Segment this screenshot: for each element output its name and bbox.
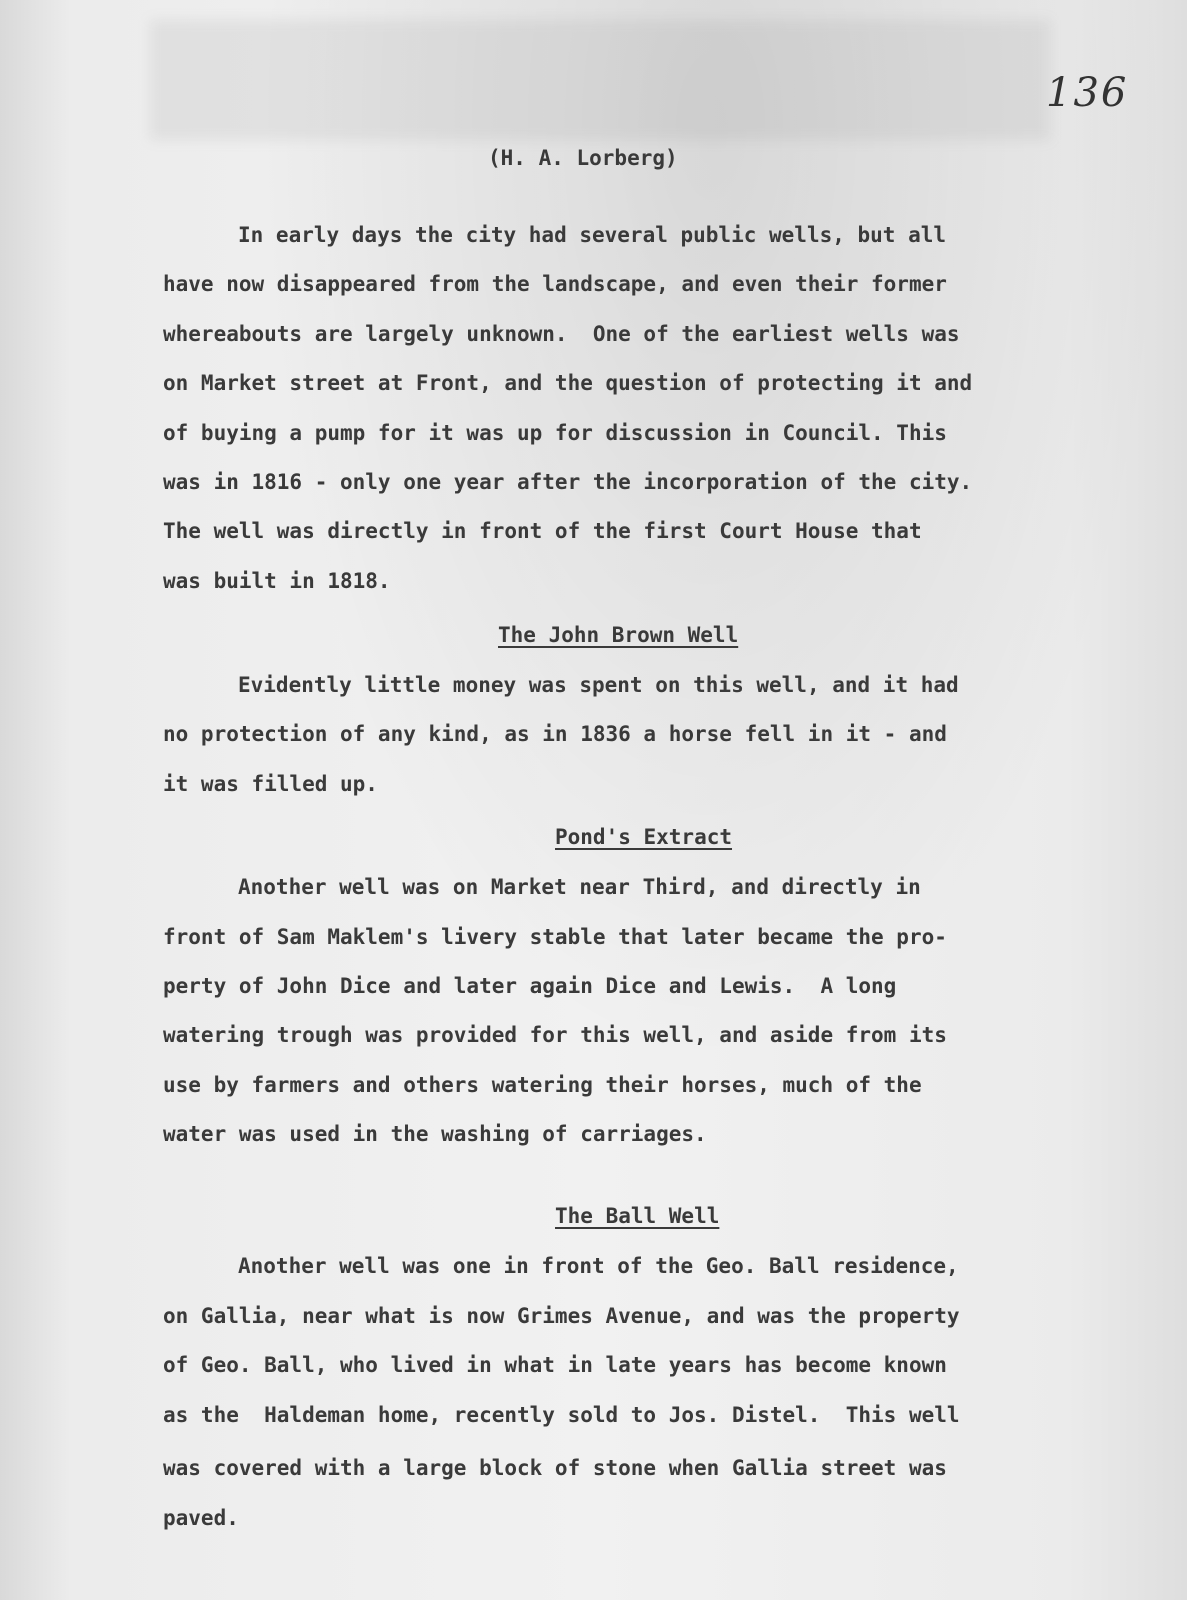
paragraph-1-line: whereabouts are largely unknown. One of the earliest wells was — [163, 322, 960, 346]
paragraph-1-line: was in 1816 - only one year after the incorporation of the city. — [163, 470, 973, 494]
paragraph-3-line: water was used in the washing of carriages. — [163, 1122, 707, 1146]
paragraph-1-line: have now disappeared from the landscape, and even their former — [163, 272, 947, 296]
paragraph-2-line: Evidently little money was spent on this well, and it had — [238, 673, 959, 697]
paragraph-1-line: The well was directly in front of the first Court House that — [163, 519, 922, 543]
paragraph-4-line: on Gallia, near what is now Grimes Avenue, and was the property — [163, 1304, 960, 1328]
paragraph-1-line: on Market street at Front, and the question of protecting it and — [163, 371, 973, 395]
handwritten-page-number: 136 — [1046, 70, 1129, 116]
paragraph-3-line: use by farmers and others watering their horses, much of the — [163, 1073, 922, 1097]
paragraph-1-line: of buying a pump for it was up for discussion in Council. This — [163, 421, 947, 445]
paragraph-1-line: In early days the city had several public wells, but all — [238, 223, 947, 247]
paragraph-4-line: as the Haldeman home, recently sold to Jos. Distel. This well — [163, 1403, 960, 1427]
paragraph-4-line: Another well was one in front of the Geo. Ball residence, — [238, 1254, 959, 1278]
paragraph-2-line: no protection of any kind, as in 1836 a horse fell in it - and — [163, 722, 947, 746]
paragraph-1-line: was built in 1818. — [163, 569, 391, 593]
author-line: (H. A. Lorberg) — [488, 146, 678, 170]
section-heading-ponds-extract: Pond's Extract — [555, 825, 733, 849]
paragraph-2-line: it was filled up. — [163, 772, 378, 796]
paragraph-4-line: was covered with a large block of stone when Gallia street was — [163, 1456, 947, 1480]
paragraph-3-line: front of Sam Maklem's livery stable that later became the pro- — [163, 925, 947, 949]
paragraph-4-line: of Geo. Ball, who lived in what in late years has become known — [163, 1353, 947, 1377]
paragraph-4-line: paved. — [163, 1506, 239, 1530]
paragraph-3-line: perty of John Dice and later again Dice and Lewis. A long — [163, 974, 897, 998]
section-heading-john-brown-well: The John Brown Well — [498, 623, 739, 647]
ink-bleed-through — [150, 20, 1050, 140]
section-heading-ball-well: The Ball Well — [555, 1204, 720, 1228]
paragraph-3-line: watering trough was provided for this well, and aside from its — [163, 1023, 947, 1047]
paragraph-3-line: Another well was on Market near Third, and directly in — [238, 875, 921, 899]
